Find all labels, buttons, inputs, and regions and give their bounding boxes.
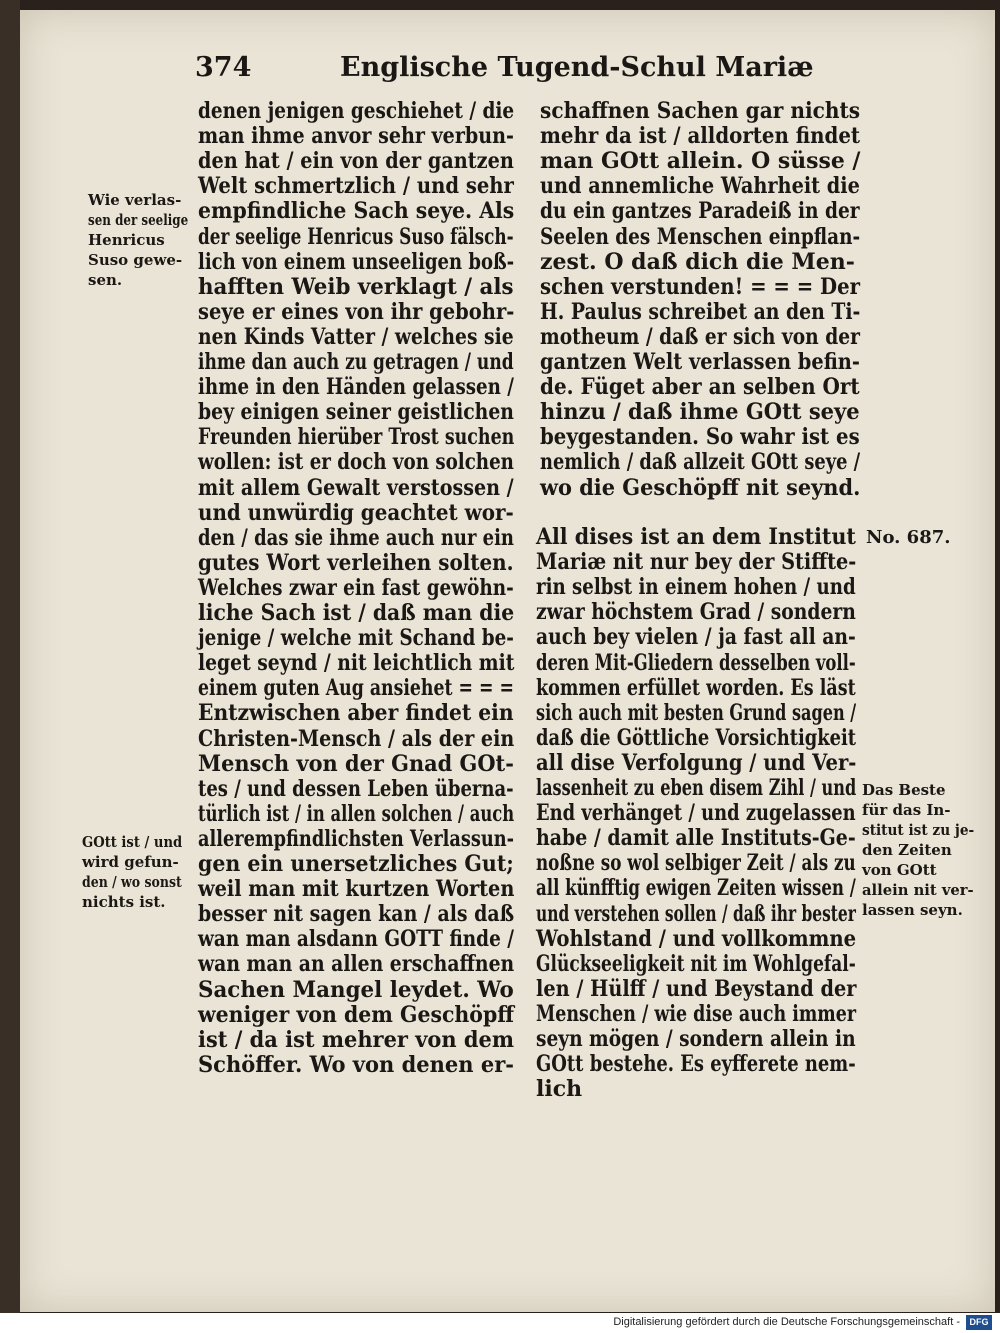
text-line: nemlich / daß allzeit GOtt seye / [540,449,861,476]
text-line: Freunden hierüber Trost suchen [198,424,515,451]
text-line: Mensch von der Gnad GOt- [198,750,514,777]
text-line: wan man alsdann GOTT finde / [198,926,514,953]
text-line: weniger von dem Geschöpff [198,1001,515,1028]
text-line: GOtt ist / und [82,833,183,851]
running-title: Englische Tugend-Schul Mariæ [340,52,814,83]
text-line: von GOtt [862,861,937,879]
text-line: wo die Geschöpff nit seynd. [540,474,861,501]
text-line: deren Mit-Gliedern desselben voll- [536,649,856,676]
text-line: allein nit ver- [862,881,974,899]
dfg-logo: DFG [966,1315,992,1330]
text-line: den / wo sonst [82,873,182,891]
text-line: seye er eines von ihr gebohr- [198,298,515,325]
text-line: Sachen Mangel leydet. Wo [198,976,514,1003]
text-line: zwar höchstem Grad / sondern [536,599,856,626]
text-line: wan man an allen erschaffnen [198,951,515,978]
text-line: all künfftig ewigen Zeiten wissen / [536,875,856,902]
text-line: nichts ist. [82,893,166,911]
text-line: den Zeiten [862,841,952,859]
text-line: All dises ist an dem Institut [536,524,856,550]
page-number: 374 [195,52,252,83]
text-line: Wie verlas- [88,191,182,209]
text-line: Das Beste [862,781,946,799]
text-line: weil man mit kurtzen Worten [198,876,515,903]
text-line: rin selbst in einem hohen / und [536,574,856,601]
text-line: bey einigen seiner geistlichen [198,399,514,426]
text-line: Entzwischen aber findet ein [198,700,514,727]
text-line: tes / und dessen Leben überna- [198,775,514,802]
text-line: mit allem Gewalt verstossen / [198,474,514,501]
text-line: einem guten Aug ansiehet = = = [198,675,515,702]
text-line: len / Hülff / und Beystand der [536,975,857,1002]
text-line: du ein gantzes Paradeiß in der [540,198,860,225]
text-line: sich auch mit besten Grund sagen / [536,699,857,726]
text-line: den hat / ein von der gantzen [198,148,514,175]
text-line: empfindliche Sach seye. Als [198,198,515,225]
text-line: beygestanden. So wahr ist es [540,424,860,451]
text-line: schaffnen Sachen gar nichts [540,98,861,124]
text-line: GOtt bestehe. Es eyfferete nem- [536,1051,856,1078]
book-page [20,10,995,1312]
scan-edge [0,0,20,1313]
text-line: gutes Wort verleihen solten. [198,549,514,576]
text-line: ihme dan auch zu getragen / und [198,349,514,375]
text-line: jenige / welche mit Schand be- [198,625,514,652]
text-line: noßne so wol selbiger Zeit / als zu [536,850,856,877]
text-line: türlich ist / in allen solchen / auch [198,800,515,827]
text-line: zest. O daß dich die Men- [540,248,855,275]
text-line: stitut ist zu je- [862,821,975,839]
text-line: denen jenigen geschiehet / die [198,98,515,124]
text-line: und verstehen sollen / daß ihr bester [536,900,856,927]
text-line: sen. [88,271,123,289]
text-line: man GOtt allein. O süsse / [540,148,861,175]
text-line: auch bey vielen / ja fast all an- [536,624,856,651]
text-line: Welt schmertzlich / und sehr [198,173,514,200]
text-line: all dise Verfolgung / und Ver- [536,749,857,776]
text-line: End verhänget / und zugelassen [536,800,856,827]
text-line: Christen-Mensch / als der ein [198,725,515,752]
text-line: H. Paulus schreibet an den Ti- [540,298,861,325]
text-line: Seelen des Menschen einpflan- [540,223,861,250]
text-line: ihme in den Händen gelassen / [198,374,514,401]
text-line: hinzu / daß ihme GOtt seye [540,399,860,426]
text-line: Suso gewe- [88,251,183,269]
text-line: und annemliche Wahrheit die [540,173,860,200]
text-line: hafften Weib verklagt / als [198,273,514,300]
text-line: lassen seyn. [862,901,963,919]
text-line: leget seynd / nit leichtlich mit [198,650,515,677]
text-line: wird gefun- [82,853,179,871]
text-line: nen Kinds Vatter / welches sie [198,323,514,350]
text-line: für das In- [862,801,951,819]
text-line: besser nit sagen kan / als daß [198,901,515,928]
text-line: Menschen / wie dise auch immer [536,1000,857,1027]
text-line: lich von einem unseeligen boß- [198,248,515,275]
text-line: man ihme anvor sehr verbun- [198,123,514,150]
text-line: mehr da ist / alldorten findet [540,123,861,150]
text-line: seyn mögen / sondern allein in [536,1026,856,1052]
text-line: Henricus [88,231,165,249]
text-line: schen verstunden! = = = Der [540,273,860,300]
text-line: lassenheit zu eben disem Zihl / und [536,775,857,801]
text-line: Wohlstand / und vollkommne [536,925,857,952]
text-line: daß die Göttliche Vorsichtigkeit [536,724,857,751]
text-line: der seelige Henricus Suso fälsch- [198,223,514,250]
text-line: lich [536,1076,583,1103]
text-line: Welches zwar ein fast gewöhn- [198,574,514,601]
text-line: gantzen Welt verlassen befin- [540,349,860,375]
paragraph-number: No. 687. [866,527,951,548]
text-line: motheum / daß er sich von der [540,323,860,350]
text-line: kommen erfüllet worden. Es läst [536,674,856,701]
text-line: Schöffer. Wo von denen er- [198,1051,514,1078]
footer-credit: Digitalisierung gefördert durch die Deutsche Forschungsgemeinschaft - [613,1316,960,1328]
text-line: ist / da ist mehrer von dem [198,1026,514,1053]
text-line: sen der seelige [88,211,189,229]
text-line: wollen: ist er doch von solchen [198,449,514,476]
text-line: Mariæ nit nur bey der Stiffte- [536,549,857,576]
text-line: gen ein unersetzliches Gut; [198,851,514,877]
text-line: allerempfindlichsten Verlassun- [198,825,515,852]
text-line: de. Füget aber an selben Ort [540,374,860,401]
text-line: habe / damit alle Instituts-Ge- [536,825,856,852]
text-line: und unwürdig geachtet wor- [198,499,514,526]
text-line: den / das sie ihme auch nur ein [198,524,514,551]
text-line: liche Sach ist / daß man die [198,600,515,626]
text-line: Glückseeligkeit nit im Wohlgefal- [536,950,856,977]
